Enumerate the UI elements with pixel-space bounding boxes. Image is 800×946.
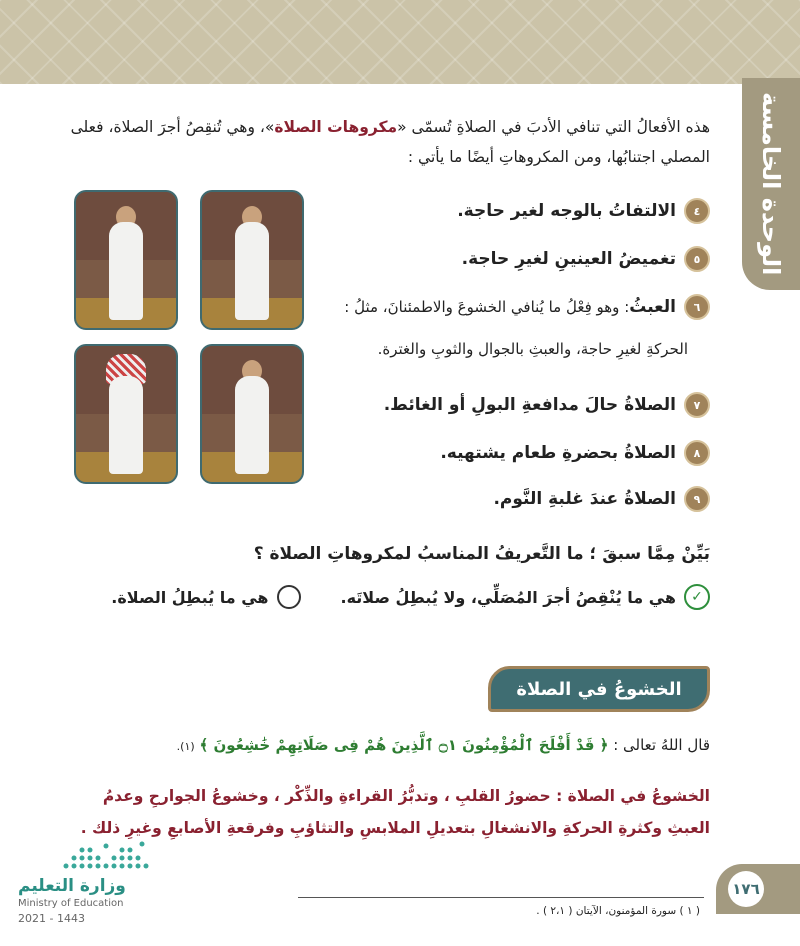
quote-intro: قال اللهُ تعالى :	[613, 736, 710, 754]
answer-options	[70, 584, 710, 610]
footnote-divider	[298, 897, 704, 898]
item-text: الالتفاتُ بالوجه لغير حاجة.	[457, 201, 676, 221]
logo-arabic-text: وزارة التعليم	[18, 876, 126, 896]
page-number: ١٧٦	[728, 871, 764, 907]
item-text: تغميضُ العينينِ لغيرِ حاجة.	[461, 249, 676, 269]
item-text: الصلاةُ حالَ مدافعةِ البولِ أو الغائط.	[383, 395, 676, 415]
unit-tab	[742, 78, 800, 290]
item-number-badge: ٩	[684, 486, 710, 512]
logo-year: 2021 - 1443	[18, 912, 85, 925]
answer-option-1[interactable]: هي ما يُنْقِصُ أجرَ المُصَلِّي، ولا يُبطِلُ صلاتَه.	[340, 587, 676, 607]
checkmark-icon[interactable]: ✓	[684, 584, 710, 610]
list-item	[290, 440, 710, 466]
list-item	[290, 246, 710, 272]
item-number-badge: ٤	[684, 198, 710, 224]
item-text: : وهو فِعْلُ ما يُنافي الخشوعَ والاطمئنانَ، مثلُ :	[344, 298, 630, 316]
item-number-badge: ٨	[684, 440, 710, 466]
empty-radio-icon[interactable]	[277, 585, 301, 609]
intro-before: هذه الأفعالُ التي تنافي الأدبَ في الصلاةِ تُسمّى «	[397, 118, 710, 136]
quote-ref: (١).	[176, 740, 195, 753]
photo-boy-fidgeting	[200, 344, 304, 484]
item-number-badge: ٧	[684, 392, 710, 418]
item-number-badge: ٥	[684, 246, 710, 272]
photo-boy-adjusting-ghutra	[74, 344, 178, 484]
quran-quote	[70, 736, 710, 754]
page-number-tab	[716, 864, 800, 914]
intro-paragraph	[70, 112, 710, 172]
answer-option-2[interactable]: هي ما يُبطِلُ الصلاة.	[111, 587, 269, 607]
item-text: الصلاةُ بحضرةِ طعام يشتهيه.	[440, 443, 676, 463]
quote-ayah: ﴿ قَدْ أَفْلَحَ ٱلْمُؤْمِنُونَ ۝١ ٱلَّذِينَ هُمْ فِى صَلَاتِهِمْ خَٰشِعُونَ ﴾	[199, 736, 609, 754]
list-item	[290, 198, 710, 224]
section-title: الخشوعُ في الصلاة	[516, 678, 682, 700]
question-text: بَيِّنْ مِمَّا سبقَ ؛ ما التَّعريفُ المناسبُ لمكروهاتِ الصلاة ؟	[253, 544, 710, 564]
section-banner	[488, 666, 710, 712]
photo-boy-looking-side	[74, 190, 178, 330]
item6-detail: الحركةِ لغيرِ حاجة، والعبثِ بالجوال والثوبِ والغترة.	[377, 340, 688, 358]
logo-english-text: Ministry of Education	[18, 898, 124, 909]
item-number-badge: ٦	[684, 294, 710, 320]
intro-after: »، وهي تُنقِصُ أجرَ الصلاة، فعلى المصلي اجتنابُها، ومن المكروهاتِ أيضًا ما يأتي :	[70, 118, 710, 166]
ministry-logo-icon	[58, 838, 154, 874]
item-term: العبثُ	[629, 297, 676, 317]
item-text: الصلاةُ عندَ غلبةِ النَّوم.	[493, 489, 676, 509]
khushu-definition: الخشوعُ في الصلاة : حضورُ القلبِ ، وتدبُّرُ القراءةِ والذِّكْر ، وخشوعُ الجوارحِ وعدمُ العبثِ وكثرةِ الحركةِ والانشغالِ بتعديلِ الملابسِ والتثاؤبِ وفرقعةِ الأصابعِ وغيرِ ذلك .	[80, 787, 710, 837]
list-item	[290, 486, 710, 512]
list-item	[290, 294, 710, 320]
photo-boy-eyes-closed	[200, 190, 304, 330]
unit-title: الوحدة الخامسة	[757, 92, 785, 276]
header-pattern-band	[0, 0, 800, 84]
intro-highlight: مكروهات الصلاة	[274, 118, 398, 136]
footnote: ( ١ ) سورة المؤمنون، الآيتان ( ٢،١ ) .	[536, 905, 700, 917]
list-item	[290, 392, 710, 418]
